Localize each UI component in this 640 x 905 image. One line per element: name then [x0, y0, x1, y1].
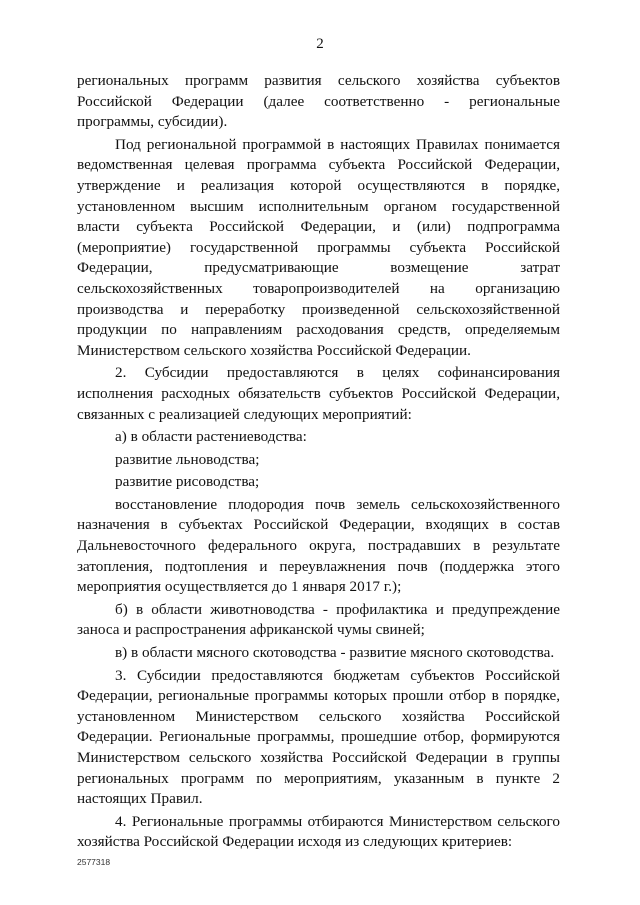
list-item-crop-production: а) в области растениеводства:	[115, 428, 307, 446]
page-number: 2	[316, 36, 324, 52]
paragraph-item-2: 2. Субсидии предоставляются в целях софинансирования исполнения расходных обязательств субъектов Российской Федерации, связанных с реализацией следующих мероприятий:	[77, 364, 560, 423]
list-item-soil-restoration: восстановление плодородия почв земель сельскохозяйственного назначения в субъектах Российской Федерации, входящих в состав Дальневосточного федерального округа, пострадавших в результате затопления, подтопления и переувлажнения почв (поддержка этого мероприятия осуществляется до 1 января 2017 г.);	[77, 495, 560, 596]
list-item-rice: развитие рисоводства;	[115, 473, 260, 491]
list-item-livestock: б) в области животноводства - профилактика и предупреждение заноса и распространения африканской чумы свиней;	[77, 600, 560, 639]
paragraph-item-4: 4. Региональные программы отбираются Министерством сельского хозяйства Российской Федерации исходя из следующих критериев:	[77, 812, 560, 851]
paragraph-continuation: региональных программ развития сельского хозяйства субъектов Российской Федерации (далее соответственно - региональные программы, субсидии).	[77, 72, 560, 131]
list-item-flax: развитие льноводства;	[115, 450, 260, 468]
document-body	[77, 71, 560, 853]
paragraph-regional-program-definition: Под региональной программой в настоящих Правилах понимается ведомственная целевая программа субъекта Российской Федерации, утверждение и реализация которой осуществляются в порядке, установленном высшим исполнительным органом государственной власти субъекта Российской Федерации, и (или) подпрограмма (мероприятие) государственной программы субъекта Российской Федерации, предусматривающие возмещение затрат сельскохозяйственных товаропроизводителей на организацию производства и переработку произведенной сельскохозяйственной продукции по направлениям расходования средств, определяемым Министерством сельского хозяйства Российской Федерации.	[77, 135, 560, 359]
paragraph-item-3: 3. Субсидии предоставляются бюджетам субъектов Российской Федерации, региональные программы которых прошли отбор в порядке, установленном Министерством сельского хозяйства Российской Федерации. Региональные программы, прошедшие отбор, формируются Министерством сельского хозяйства Российской Федерации в группы региональных программ по мероприятиям, указанным в пункте 2 настоящих Правил.	[77, 666, 560, 808]
list-item-beef-cattle: в) в области мясного скотоводства - развитие мясного скотоводства.	[115, 644, 555, 662]
document-code: 2577318	[77, 857, 111, 867]
